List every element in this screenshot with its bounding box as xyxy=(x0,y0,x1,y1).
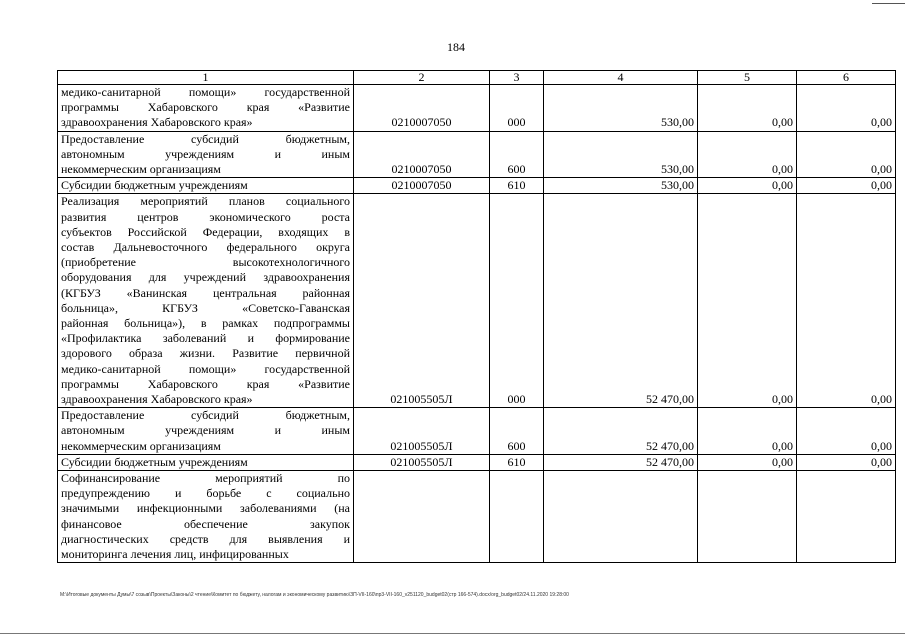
row-name-cell xyxy=(58,85,354,132)
row-vr-cell: 610 xyxy=(490,454,544,470)
row-amount-cell: 52 470,00 xyxy=(544,454,698,470)
top-edge-line xyxy=(872,3,905,4)
table-row xyxy=(58,131,896,178)
row-name-line: (КГБУЗ «Ванинская центральная районная xyxy=(61,285,350,300)
row-col6-cell: 0,00 xyxy=(797,194,896,408)
row-vr-cell: 000 xyxy=(490,194,544,408)
row-col6-cell: 0,00 xyxy=(797,454,896,470)
row-name-cell xyxy=(58,178,354,194)
row-name-line: Субсидии бюджетным учреждениям xyxy=(61,454,248,469)
row-name-line: здорового образа жизни. Развитие первичной xyxy=(61,346,350,361)
row-code-cell xyxy=(354,471,490,563)
row-name-line: состав Дальневосточного федерального округа xyxy=(61,240,350,255)
row-name-line: мониторинга лечения лиц, инфицированных xyxy=(61,547,289,562)
row-name-cell xyxy=(58,131,354,178)
row-code-cell: 0210007050 xyxy=(354,85,490,132)
row-vr-cell: 600 xyxy=(490,408,544,455)
row-code-cell: 021005505Л xyxy=(354,194,490,408)
row-name-line: значимыми инфекционными заболеваниями (на xyxy=(61,501,350,516)
row-name-line: финансовое обеспечение закупок xyxy=(61,516,350,531)
row-name-line: больница», КГБУЗ «Советско-Гаванская xyxy=(61,300,350,315)
row-code-cell: 0210007050 xyxy=(354,178,490,194)
row-name-line: «Профилактика заболеваний и формирование xyxy=(61,331,350,346)
row-name-line: медико-санитарной помощи» государственной xyxy=(61,361,350,376)
row-name-cell xyxy=(58,194,354,408)
row-col5-cell: 0,00 xyxy=(698,85,797,132)
row-vr-cell: 000 xyxy=(490,85,544,132)
row-name-line: автономным учреждениям и иным xyxy=(61,146,350,161)
row-code-cell: 021005505Л xyxy=(354,408,490,455)
table-row xyxy=(58,194,896,408)
row-amount-cell: 530,00 xyxy=(544,178,698,194)
row-name-line: развития центров экономического роста xyxy=(61,209,350,224)
row-amount-cell: 52 470,00 xyxy=(544,194,698,408)
row-col5-cell: 0,00 xyxy=(698,178,797,194)
row-name-line: субъектов Российской Федерации, входящих в xyxy=(61,224,350,239)
header-col-5: 5 xyxy=(698,71,797,85)
row-amount-cell: 530,00 xyxy=(544,85,698,132)
row-name-line: Субсидии бюджетным учреждениям xyxy=(61,178,248,193)
row-name-line: диагностических средств для выявления и xyxy=(61,531,350,546)
row-name-line: медико-санитарной помощи» государственной xyxy=(61,85,350,99)
row-name-line: оборудования для учреждений здравоохранения xyxy=(61,270,350,285)
row-col5-cell: 0,00 xyxy=(698,408,797,455)
row-name-line: автономным учреждениям и иным xyxy=(61,423,350,438)
table-row xyxy=(58,471,896,563)
row-amount-cell: 52 470,00 xyxy=(544,408,698,455)
row-col6-cell xyxy=(797,471,896,563)
row-col5-cell: 0,00 xyxy=(698,454,797,470)
row-code-cell: 0210007050 xyxy=(354,131,490,178)
row-name-cell xyxy=(58,454,354,470)
row-name-line: предупреждению и борьбе с социально xyxy=(61,486,350,501)
row-name-line: некоммерческим организациям xyxy=(61,438,221,453)
row-col5-cell xyxy=(698,471,797,563)
row-name-line: Софинансирование мероприятий по xyxy=(61,471,350,486)
row-name-line: Предоставление субсидий бюджетным, xyxy=(61,408,350,423)
row-name-line: районная больница»), в рамках подпрограммы xyxy=(61,316,350,331)
table-row xyxy=(58,178,896,194)
budget-table xyxy=(57,70,896,563)
header-col-1: 1 xyxy=(58,71,354,85)
row-vr-cell: 610 xyxy=(490,178,544,194)
table-row xyxy=(58,408,896,455)
row-name-cell xyxy=(58,408,354,455)
row-name-line: Предоставление субсидий бюджетным, xyxy=(61,131,350,146)
row-vr-cell xyxy=(490,471,544,563)
row-vr-cell: 600 xyxy=(490,131,544,178)
bottom-edge-line xyxy=(0,633,905,634)
table-row xyxy=(58,85,896,132)
row-name-line: здравоохранения Хабаровского края» xyxy=(61,115,253,130)
row-name-line: некоммерческим организациям xyxy=(61,162,221,177)
row-name-line: (приобретение высокотехнологичного xyxy=(61,255,350,270)
header-col-6: 6 xyxy=(797,71,896,85)
row-col6-cell: 0,00 xyxy=(797,131,896,178)
table-header-row xyxy=(58,71,896,85)
row-col6-cell: 0,00 xyxy=(797,178,896,194)
page-number: 184 xyxy=(447,40,465,54)
row-name-cell xyxy=(58,471,354,563)
row-name-line: программы Хабаровского края «Развитие xyxy=(61,100,350,115)
row-amount-cell: 530,00 xyxy=(544,131,698,178)
row-col5-cell: 0,00 xyxy=(698,131,797,178)
row-name-line: программы Хабаровского края «Развитие xyxy=(61,376,350,391)
row-col5-cell: 0,00 xyxy=(698,194,797,408)
document-path-footer: M:\Итоговые документы Думы\7 созыв\Проекты\Законы\2 чтение\Комитет по бюджету, налогам и экономическому развитию\ЗП-VII-160\пр3-VII-160_v251120_budget02(стр 166-574).docx/org_budget02/24.11.2020 19:28:00 xyxy=(60,592,569,598)
row-name-line: Реализация мероприятий планов социального xyxy=(61,194,350,209)
header-col-4: 4 xyxy=(544,71,698,85)
table-row xyxy=(58,454,896,470)
header-col-2: 2 xyxy=(354,71,490,85)
row-name-line: здравоохранения Хабаровского края» xyxy=(61,392,253,407)
row-col6-cell: 0,00 xyxy=(797,85,896,132)
row-code-cell: 021005505Л xyxy=(354,454,490,470)
header-col-3: 3 xyxy=(490,71,544,85)
row-col6-cell: 0,00 xyxy=(797,408,896,455)
row-amount-cell xyxy=(544,471,698,563)
